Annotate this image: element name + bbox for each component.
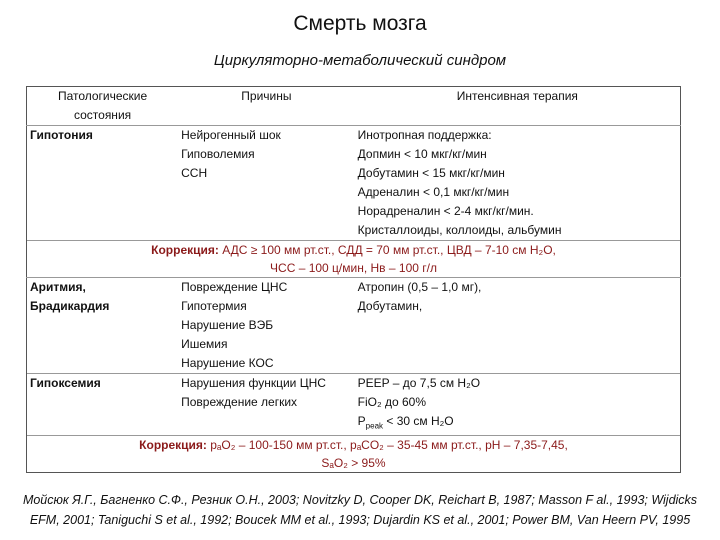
therapy-line: FiO₂ до 60%	[357, 395, 427, 409]
condition-cell	[27, 126, 179, 241]
cause-line: Нарушение ВЭБ	[181, 318, 274, 332]
cause-line: Нарушения функции ЦНС	[181, 376, 326, 390]
reference-line: Мойсюк Я.Г., Багненко С.Ф., Резник О.Н., 2003; Novitzky D, Cooper DK, Reichart B, 1987; Masson F al., 1993; Wijdicks	[22, 493, 698, 507]
therapy-cell	[355, 278, 681, 374]
correction-line: АДС ≥ 100 мм рт.ст., СДД = 70 мм рт.ст., ЦВД – 7-10 см H₂O,	[218, 243, 556, 257]
therapy-cell	[355, 374, 681, 436]
header-causes: Причины	[178, 87, 355, 126]
correction-label: Коррекция:	[139, 438, 207, 453]
correction-row	[27, 436, 681, 473]
cause-line: Повреждение легких	[181, 395, 298, 409]
correction-line: pₐO₂ – 100-150 мм рт.ст., pₐCO₂ – 35-45 мм рт.ст., pH – 7,35-7,45,	[206, 438, 568, 453]
header-conditions: Патологические состояния	[27, 87, 179, 126]
condition-line: Аритмия,	[30, 280, 86, 294]
cause-line: Ишемия	[181, 337, 228, 351]
cause-line: ССН	[181, 166, 208, 180]
cause-line: Нейрогенный шок	[181, 128, 281, 142]
table-row	[27, 278, 681, 374]
therapy-line: Кристаллоиды, коллоиды, альбумин	[357, 223, 562, 237]
causes-cell	[178, 278, 355, 374]
therapy-line: Норадреналин < 2-4 мкг/кг/мин.	[357, 204, 534, 218]
table-header-row	[27, 87, 681, 126]
references	[10, 490, 710, 530]
therapy-line-peak: $P_{peak} < 30$ см H₂O	[357, 414, 454, 431]
therapy-line: Инотропная поддержка:	[357, 128, 492, 142]
correction-cell	[27, 241, 681, 278]
therapy-line: Адреналин < 0,1 мкг/кг/мин	[357, 185, 510, 199]
header-therapy: Интенсивная терапия	[355, 87, 681, 126]
page-title: Смерть мозга	[293, 12, 427, 35]
therapy-line: Добутамин < 15 мкг/кг/мин	[357, 166, 505, 180]
table-row	[27, 374, 681, 436]
cause-line: Повреждение ЦНС	[181, 280, 288, 294]
therapy-line: Атропин (0,5 – 1,0 мг),	[357, 280, 482, 294]
table-row	[27, 126, 681, 241]
page-subtitle: Циркуляторно-метаболический синдром	[213, 52, 507, 69]
causes-cell	[178, 374, 355, 436]
cause-line: Нарушение КОС	[181, 356, 274, 370]
causes-cell	[178, 126, 355, 241]
correction-row	[27, 241, 681, 278]
condition-cell	[27, 278, 179, 374]
therapy-line: Добутамин,	[357, 299, 423, 313]
condition-cell	[27, 374, 179, 436]
therapy-table	[26, 86, 681, 473]
condition-line: Гипотония	[30, 128, 93, 142]
cause-line: Гиповолемия	[181, 147, 255, 161]
reference-line: EFM, 2001; Taniguchi S et al., 1992; Boucek MM et al., 1993; Dujardin KS et al., 2001; Power BM, Van Heern PV, 1995	[29, 513, 691, 527]
therapy-line: PEEP – до 7,5 см H₂O	[357, 376, 481, 390]
correction-cell	[27, 436, 681, 473]
therapy-cell	[355, 126, 681, 241]
condition-line: Брадикардия	[30, 299, 110, 313]
correction-line: ЧСС – 100 ц/мин, Нв – 100 г/л	[270, 261, 437, 275]
cause-line: Гипотермия	[181, 299, 247, 313]
correction-line: SₐO₂ > 95%	[321, 456, 386, 471]
therapy-line: Допмин < 10 мкг/кг/мин	[357, 147, 487, 161]
correction-label: Коррекция:	[151, 243, 219, 257]
condition-line: Гипоксемия	[30, 376, 101, 390]
